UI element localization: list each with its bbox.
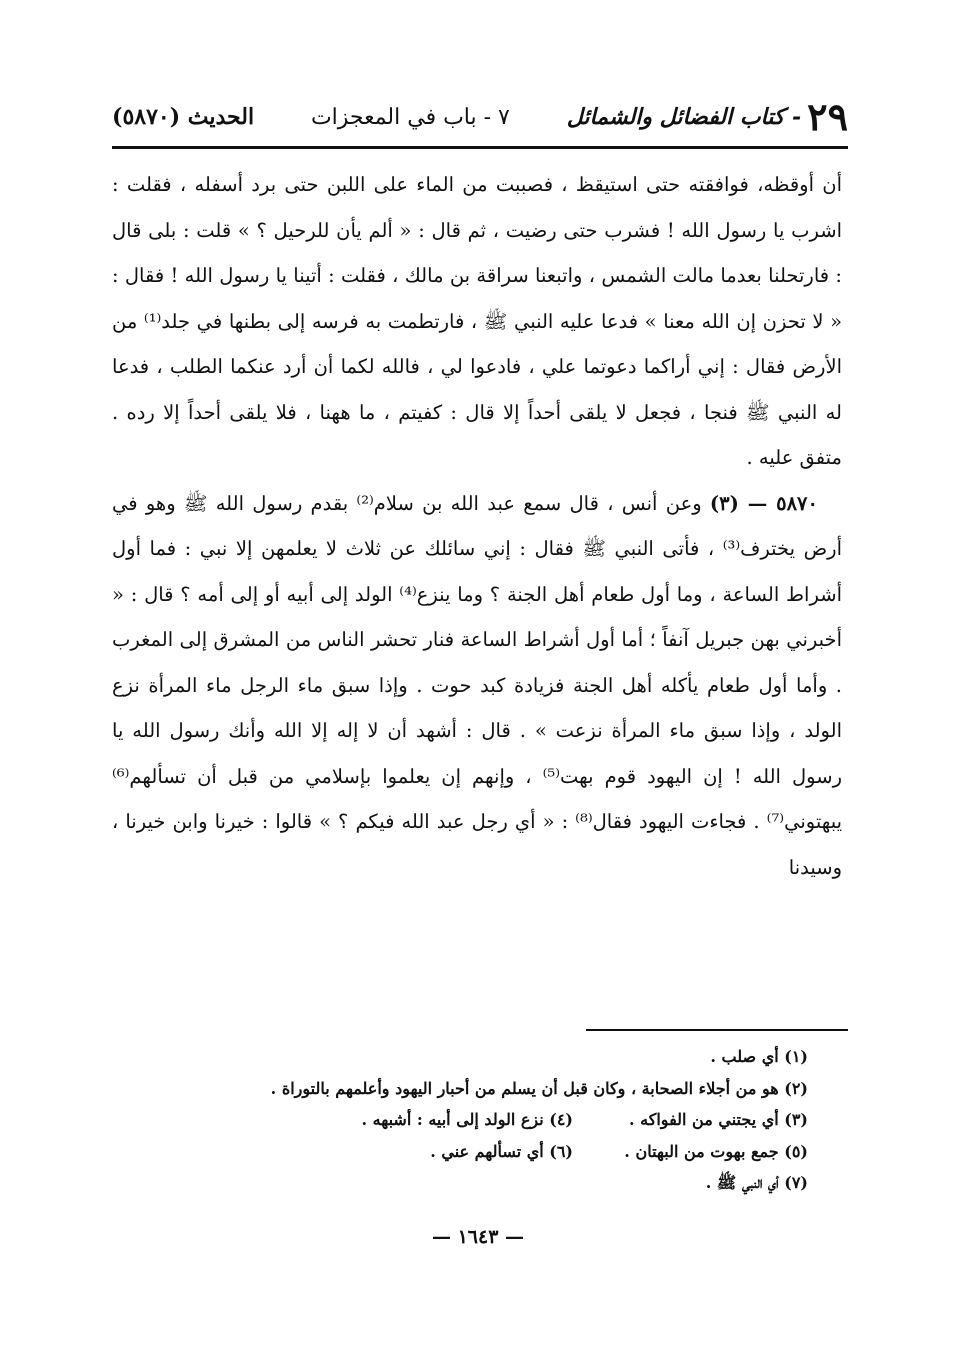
chapter-title: ٧ - باب في المعجزات <box>310 104 510 130</box>
header-rule <box>112 146 848 149</box>
footnote-6: (٦) أي تسألهم عني . <box>430 1141 573 1161</box>
paragraph-continuation: أن أوقظه، فوافقته حتى استيقظ ، فصببت من الماء على اللبن حتى برد أسفله ، فقلت : اشرب يا رسول الله ! فشرب حتى رضيت ، ثم قال : « ألم يأن للرحيل ؟ » قلت : بلى قال : فارتحلنا بعدما مالت الشمس ، واتبعنا سراقة بن مالك ، فقلت : أتينا يا رسول الله ! فقال : « لا تحزن إن الله معنا » فدعا عليه النبي ﷺ ، فارتطمت به فرسه إلى بطنها في جلد⁽¹⁾ من الأرض فقال : إني أراكما دعوتما علي ، فادعوا لي ، فالله لكما أن أرد عنكما الطلب ، فدعا له النبي ﷺ فنجا ، فجعل لا يلقى أحداً إلا قال : كفيتم ، ما ههنا ، فلا يلقى أحداً إلا رده . متفق عليه . <box>112 173 843 469</box>
page-number: — ١٦٤٣ — <box>431 1226 525 1248</box>
footnote-row <box>112 1073 808 1105</box>
footnote-rule <box>586 1029 848 1031</box>
footnote-2: (٢) هو من أجلاء الصحابة ، وكان قبل أن يسلم من أحبار اليهود وأعلمهم بالتوراة . <box>270 1078 808 1098</box>
footnote-4: (٤) نزع الولد إلى أبيه : أشبهه . <box>361 1110 573 1129</box>
footnote-5: (٥) جمع بهوت من البهتان . <box>624 1141 808 1161</box>
hadith-reference: الحديث (٥٨٧٠) <box>112 104 255 130</box>
footnote-1: (١) أي صلب . <box>710 1047 808 1066</box>
footnote-7: (٧) أي النبي ﷺ . <box>705 1173 808 1192</box>
hadith-number: ٥٨٧٠ — (٣) <box>709 491 818 515</box>
footnotes <box>112 1041 808 1199</box>
running-header <box>112 88 848 146</box>
hadith-paragraph <box>112 481 842 891</box>
main-text <box>112 162 842 890</box>
footnote-row <box>112 1041 808 1073</box>
book-title: - كتاب الفضائل والشمائل <box>566 104 802 130</box>
book-title-group <box>566 94 848 139</box>
section-number: ٢٩ <box>807 94 848 139</box>
footnote-row <box>112 1167 808 1199</box>
hadith-text: وعن أنس ، قال سمع عبد الله بن سلام⁽²⁾ بقدم رسول الله ﷺ وهو في أرض يخترف⁽³⁾ ، فأتى النبي ﷺ فقال : إني سائلك عن ثلاث لا يعلمهن إلا نبي : فما أول أشراط الساعة ، وما أول طعام أهل الجنة ؟ وما ينزع⁽⁴⁾ الولد إلى أبيه أو إلى أمه ؟ قال : « أخبرني بهن جبريل آنفاً ؛ أما أول أشراط الساعة فنار تحشر الناس من المشرق إلى المغرب . وأما أول طعام يأكله أهل الجنة فزيادة كبد حوت . وإذا سبق ماء الرجل ماء المرأة نزع الولد ، وإذا سبق ماء المرأة نزعت » . قال : أشهد أن لا إله إلا الله وأنك رسول الله يا رسول الله ! إن اليهود قوم بهت⁽⁵⁾ ، وإنهم إن يعلموا بإسلامي من قبل أن تسألهم⁽⁶⁾ يبهتوني⁽⁷⁾ . فجاءت اليهود فقال⁽⁸⁾ : « أي رجل عبد الله فيكم ؟ » قالوا : خيرنا وابن خيرنا ، وسيدنا <box>112 491 843 879</box>
footnote-3: (٣) أي يجتني من الفواكه . <box>629 1110 808 1129</box>
footnote-row <box>112 1104 808 1136</box>
footnote-row <box>112 1136 808 1168</box>
